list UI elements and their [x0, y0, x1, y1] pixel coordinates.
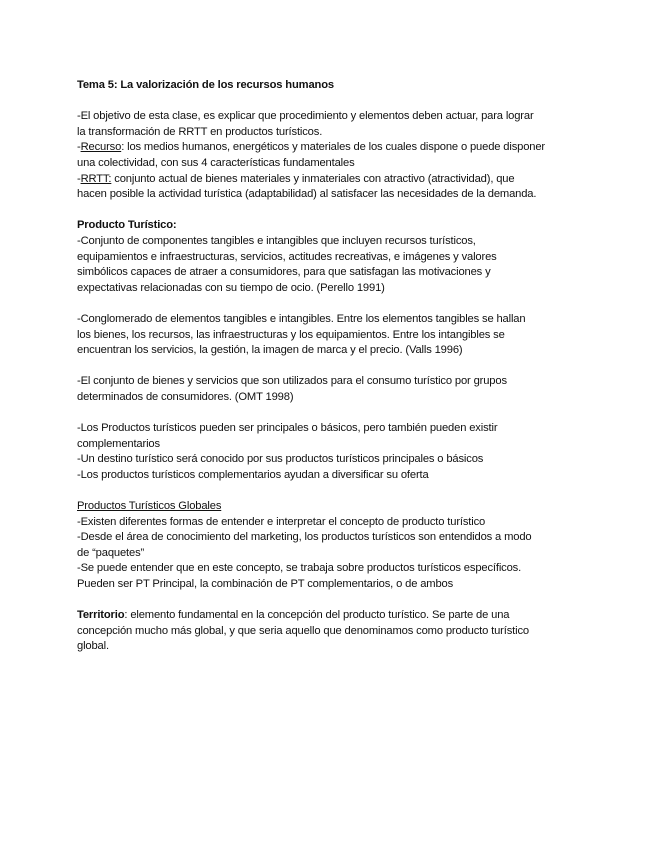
spacer [77, 405, 582, 421]
globales-line: -Se puede entender que en este concepto, se trabaja sobre productos turísticos específicos. [77, 562, 522, 575]
rrtt-prefix: - [77, 172, 81, 185]
rrtt-definition [77, 172, 582, 188]
producto-p4-line: -Los Productos turísticos pueden ser principales o básicos, pero también pueden existir [77, 422, 498, 435]
producto-p3-line: determinados de consumidores. (OMT 1998) [77, 390, 294, 403]
recurso-definition [77, 140, 582, 156]
territorio-term: Territorio [77, 609, 125, 622]
producto-p3-line: -El conjunto de bienes y servicios que son utilizados para el consumo turístico por grupos [77, 375, 507, 388]
producto-p4-line: -Los productos turísticos complementarios ayudan a diversificar su oferta [77, 468, 429, 481]
territorio-continuation: global. [77, 640, 109, 653]
spacer [77, 593, 582, 609]
producto-p1-line: simbólicos capaces de atraer a consumidores, para que satisfagan las motivaciones y [77, 266, 491, 279]
producto-p2-line: los bienes, los recursos, las infraestructuras y los equipamientos. Entre los intangibles se [77, 328, 505, 341]
recurso-prefix: - [77, 141, 81, 154]
globales-heading: Productos Turísticos Globales [77, 500, 222, 513]
intro-line: la transformación de RRTT en productos turísticos. [77, 125, 323, 138]
globales-line: de “paquetes” [77, 546, 145, 559]
territorio-continuation: concepción mucho más global, y que seria aquello que denominamos como producto turístico [77, 624, 529, 637]
globales-line: -Desde el área de conocimiento del marketing, los productos turísticos son entendidos a modo [77, 531, 532, 544]
page-title: Tema 5: La valorización de los recursos humanos [77, 79, 334, 91]
spacer [77, 296, 582, 312]
spacer [77, 483, 582, 499]
producto-p2-line: encuentran los servicios, la gestión, la imagen de marca y el precio. (Valls 1996) [77, 344, 463, 357]
globales-line: -Existen diferentes formas de entender e interpretar el concepto de producto turístico [77, 515, 486, 528]
recurso-continuation: una colectividad, con sus 4 características fundamentales [77, 156, 355, 169]
spacer [77, 359, 582, 375]
intro-line: -El objetivo de esta clase, es explicar que procedimiento y elementos deben actuar, para lograr [77, 110, 534, 123]
rrtt-continuation: hacen posible la actividad turística (adaptabilidad) al satisfacer las necesidades de la demanda. [77, 188, 537, 201]
spacer [77, 94, 582, 110]
document-body [77, 78, 582, 655]
producto-p1-line: expectativas relacionadas con su tiempo de ocio. (Perello 1991) [77, 281, 385, 294]
territorio-text: : elemento fundamental en la concepción del producto turístico. Se parte de una [124, 609, 510, 622]
producto-p4-line: -Un destino turístico será conocido por sus productos turísticos principales o básicos [77, 453, 484, 466]
producto-heading: Producto Turístico: [77, 219, 177, 232]
producto-p2-line: -Conglomerado de elementos tangibles e intangibles. Entre los elementos tangibles se hallan [77, 312, 526, 325]
globales-line: Pueden ser PT Principal, la combinación de PT complementarios, o de ambos [77, 578, 454, 590]
rrtt-term: RRTT: [80, 172, 112, 185]
spacer [77, 203, 582, 219]
rrtt-text: conjunto actual de bienes materiales y inmateriales con atractivo (atractividad), que [111, 172, 515, 185]
producto-p1-line: equipamientos e infraestructuras, servicios, actitudes recreativas, e imágenes y valores [77, 250, 497, 263]
recurso-term: Recurso [80, 141, 122, 154]
producto-p4-line: complementarios [77, 437, 160, 450]
producto-p1-line: -Conjunto de componentes tangibles e intangibles que incluyen recursos turísticos, [77, 234, 476, 247]
recurso-text: : los medios humanos, energéticos y materiales de los cuales dispone o puede disponer [121, 141, 546, 154]
territorio-definition [77, 608, 582, 624]
